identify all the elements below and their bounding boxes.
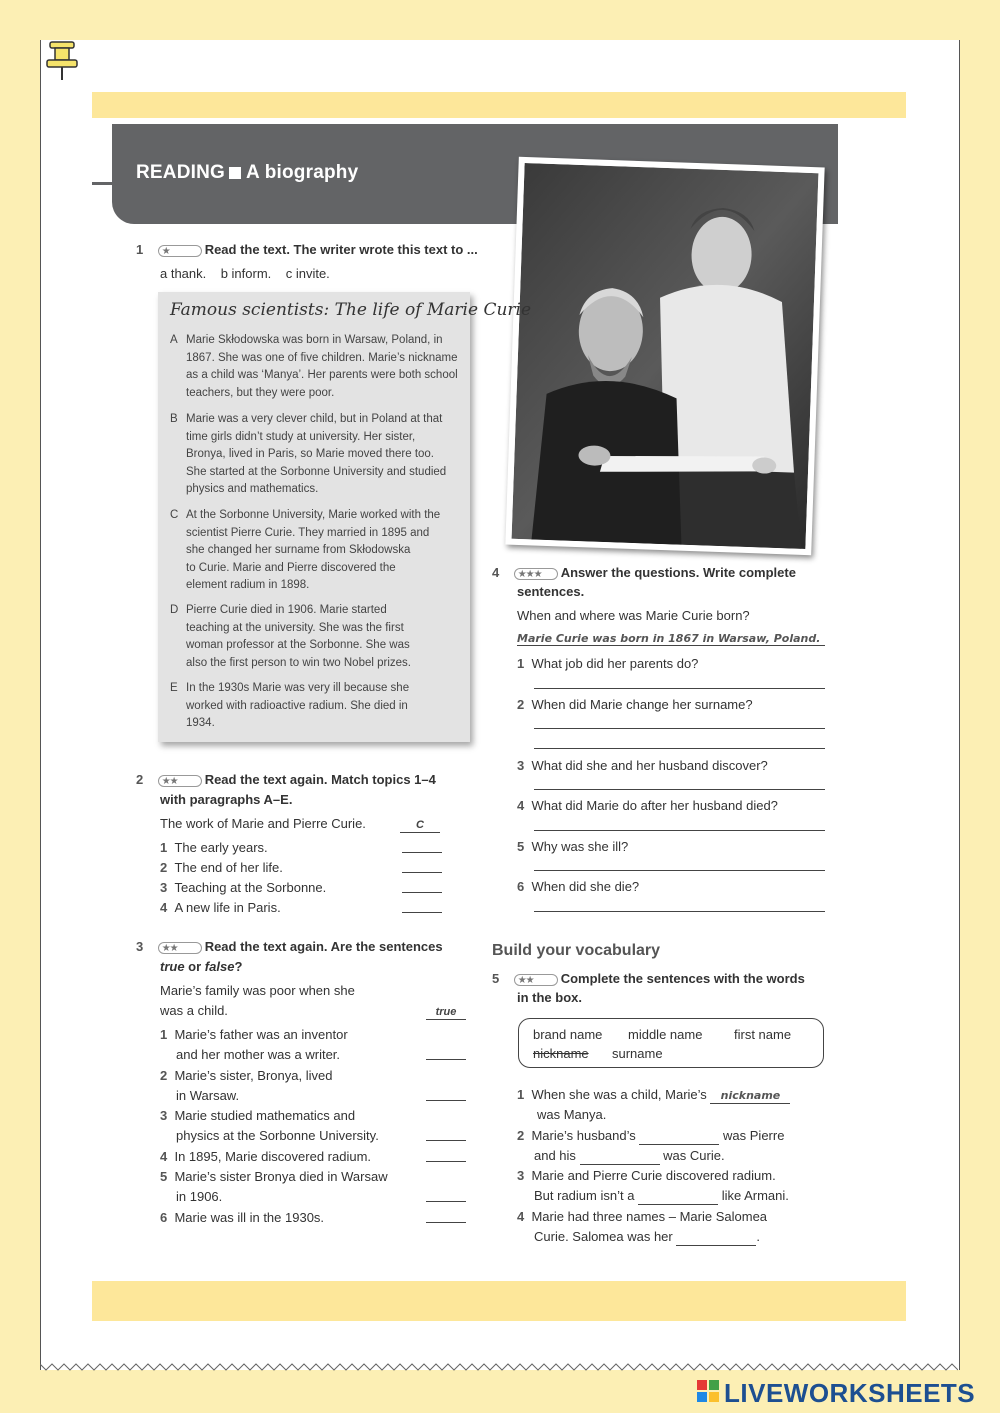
exercise-4-question: 3 What did she and her husband discover?: [517, 758, 768, 773]
exercise-1-options[interactable]: a thank. b inform. c invite.: [160, 266, 330, 281]
vocab-sentence: 4 Marie had three names – Marie Salomea: [517, 1209, 768, 1224]
bottom-band: [92, 1281, 906, 1321]
difficulty-stars: ★★★: [514, 568, 558, 580]
exercise-3-item: 4 In 1895, Marie discovered radium.: [160, 1149, 372, 1164]
answer-blank[interactable]: [426, 1161, 466, 1162]
exercise-2-item: 1 The early years.: [160, 840, 268, 855]
vocab-sentence-cont: was Manya.: [537, 1107, 607, 1122]
answer-line[interactable]: [534, 688, 825, 689]
exercise-4-example-answer: Marie Curie was born in 1867 in Warsaw, Poland.: [517, 632, 821, 645]
answer-blank[interactable]: [426, 1222, 466, 1223]
exercise-2-item: 2 The end of her life.: [160, 860, 283, 875]
vocabulary-heading: Build your vocabulary: [492, 942, 661, 959]
answer-blank[interactable]: [638, 1190, 718, 1205]
liveworksheets-logo-icon: [697, 1380, 719, 1402]
answer-blank[interactable]: [402, 892, 442, 893]
exercise-2-example-answer: C: [400, 814, 440, 834]
answer-blank[interactable]: [426, 1201, 466, 1202]
answer-blank[interactable]: [426, 1059, 466, 1060]
answer-line[interactable]: [534, 870, 825, 871]
vocab-sentence: 3 Marie and Pierre Curie discovered radium.: [517, 1168, 776, 1183]
exercise-4-question: 2 When did Marie change her surname?: [517, 697, 753, 712]
exercise-4-instruction: 4 ★★★ Answer the questions. Write complete: [492, 565, 796, 580]
vocab-sentence-cont: But radium isn’t a like Armani.: [534, 1188, 789, 1203]
exercise-2-instruction: 2 ★★ Read the text again. Match topics 1–4: [136, 772, 436, 787]
answer-blank[interactable]: [580, 1150, 660, 1165]
exercise-2-instruction-2: with paragraphs A–E.: [160, 792, 293, 807]
word-box-word: brand name: [533, 1027, 603, 1042]
exercise-2-item: 4 A new life in Paris.: [160, 900, 281, 915]
exercise-2-example: The work of Marie and Pierre Curie.: [160, 816, 366, 831]
exercise-3-instruction: 3 ★★ Read the text again. Are the sentences: [136, 939, 443, 954]
answer-blank[interactable]: [426, 1140, 466, 1141]
answer-blank[interactable]: [402, 912, 442, 913]
difficulty-stars: ★★: [158, 775, 202, 787]
exercise-3-item: 2 Marie’s sister, Bronya, lived: [160, 1068, 333, 1083]
exercise-3-item-cont: in 1906.: [176, 1189, 223, 1204]
exercise-4-instruction-2: sentences.: [517, 584, 585, 599]
exercise-5-instruction: 5 ★★ Complete the sentences with the words: [492, 971, 805, 986]
exercise-4-question: 6 When did she die?: [517, 879, 640, 894]
exercise-5-instruction-2: in the box.: [517, 990, 582, 1005]
example-answer-line: [517, 645, 825, 646]
curie-photo: [505, 157, 824, 555]
difficulty-stars: ★★: [158, 942, 202, 954]
exercise-3-item: 1 Marie’s father was an inventor: [160, 1027, 348, 1042]
vocab-sentence-cont: Curie. Salomea was her .: [534, 1229, 760, 1244]
word-box-word: middle name: [628, 1027, 703, 1042]
difficulty-stars: ★: [158, 245, 202, 257]
square-icon: [229, 167, 241, 179]
top-band: [92, 92, 906, 118]
answer-blank[interactable]: [639, 1130, 719, 1145]
answer-blank[interactable]: [402, 872, 442, 873]
answer-line[interactable]: [534, 728, 825, 729]
answer-line[interactable]: [534, 789, 825, 790]
exercise-3-item: 6 Marie was ill in the 1930s.: [160, 1210, 325, 1225]
vocab-sentence: 2 Marie’s husband’s was Pierre: [517, 1128, 785, 1143]
exercise-3-item-cont: physics at the Sorbonne University.: [176, 1128, 379, 1143]
vocab-sentence-cont: and his was Curie.: [534, 1148, 725, 1163]
exercise-3-example-answer: true: [426, 1001, 466, 1021]
vocab-sentence: 1 When she was a child, Marie’s nickname: [517, 1085, 790, 1105]
difficulty-stars: ★★: [514, 974, 558, 986]
pushpin-icon: [44, 38, 80, 82]
word-box-word: surname: [612, 1046, 663, 1061]
exercise-3-item: 5 Marie’s sister Bronya died in Warsaw: [160, 1169, 388, 1184]
answer-line[interactable]: [534, 911, 825, 912]
exercise-3-item-cont: and her mother was a writer.: [176, 1047, 341, 1062]
exercise-2-item: 3 Teaching at the Sorbonne.: [160, 880, 327, 895]
answer-line[interactable]: [534, 830, 825, 831]
word-box-word: first name: [734, 1027, 792, 1042]
exercise-3-item-cont: in Warsaw.: [176, 1088, 240, 1103]
answer-blank[interactable]: [402, 852, 442, 853]
answer-blank[interactable]: [676, 1231, 756, 1246]
exercise-3-instruction-2: true or false?: [160, 959, 243, 974]
answer-line[interactable]: [534, 748, 825, 749]
liveworksheets-brand[interactable]: LIVEWORKSHEETS: [724, 1378, 976, 1408]
exercise-4-question: 1 What job did her parents do?: [517, 656, 699, 671]
word-box-word-used: nickname: [533, 1046, 589, 1061]
header-rule: [92, 182, 112, 185]
exercise-4-example-question: When and where was Marie Curie born?: [517, 608, 750, 623]
exercise-4-question: 4 What did Marie do after her husband died?: [517, 798, 778, 813]
section-title: READING A biography: [136, 162, 359, 183]
exercise-4-question: 5 Why was she ill?: [517, 839, 629, 854]
article-title: Famous scientists: The life of Marie Curie: [170, 300, 532, 320]
exercise-3-item: 3 Marie studied mathematics and: [160, 1108, 356, 1123]
exercise-1-instruction: 1 ★ Read the text. The writer wrote this text to ...: [136, 242, 478, 257]
torn-edge: [40, 1360, 958, 1374]
exercise-3-example-1: Marie’s family was poor when she: [160, 983, 355, 998]
answer-blank[interactable]: [426, 1100, 466, 1101]
exercise-3-example-2: was a child.: [160, 1003, 228, 1018]
